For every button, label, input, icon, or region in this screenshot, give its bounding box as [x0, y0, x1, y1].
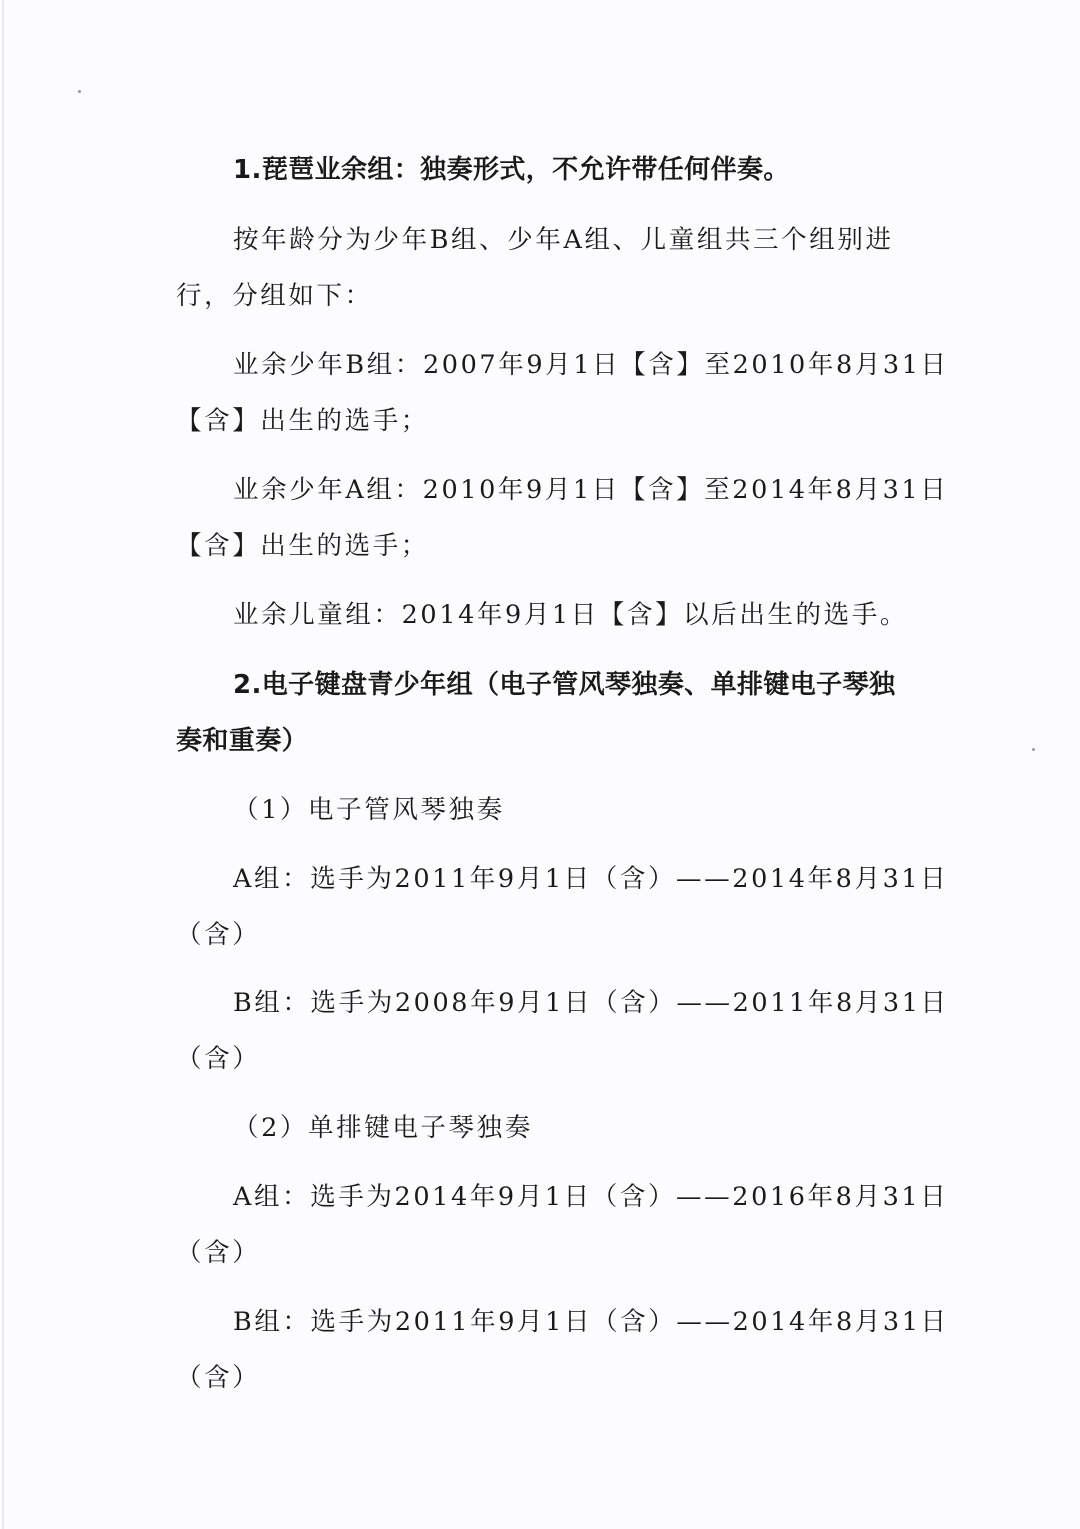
paragraph-line: （含）	[176, 1363, 261, 1393]
subsection-heading: （2）单排键电子琴独奏	[233, 1113, 533, 1143]
paragraph-line: 行，分组如下：	[176, 281, 373, 311]
paragraph-line: 按年龄分为少年B组、少年A组、儿童组共三个组别进	[233, 225, 894, 255]
paragraph-line: 【含】出生的选手；	[176, 531, 429, 561]
paragraph-line: B组：选手为2008年9月1日（含）——2011年8月31日	[233, 988, 949, 1018]
paragraph-line: B组：选手为2011年9月1日（含）——2014年8月31日	[233, 1307, 949, 1337]
section-2-heading-cont: 奏和重奏）	[176, 726, 309, 756]
paragraph-line: 【含】出生的选手；	[176, 406, 429, 436]
paragraph-line: A组：选手为2014年9月1日（含）——2016年8月31日	[233, 1182, 949, 1212]
paragraph-line: （含）	[176, 1238, 261, 1268]
paragraph-line: 业余少年B组：2007年9月1日【含】至2010年8月31日	[233, 350, 949, 380]
scan-edge	[2, 0, 4, 1529]
scan-speck	[1032, 748, 1035, 751]
paragraph-line: （含）	[176, 1044, 261, 1074]
paragraph-line: 业余儿童组：2014年9月1日【含】以后出生的选手。	[233, 600, 908, 630]
section-2-heading: 2.电子键盘青少年组（电子管风琴独奏、单排键电子琴独	[233, 670, 896, 700]
paragraph-line: A组：选手为2011年9月1日（含）——2014年8月31日	[233, 864, 949, 894]
paragraph-line: 业余少年A组：2010年9月1日【含】至2014年8月31日	[233, 475, 949, 505]
subsection-heading: （1）电子管风琴独奏	[233, 795, 505, 825]
section-1-heading: 1.琵琶业余组：独奏形式，不允许带任何伴奏。	[233, 155, 790, 185]
paragraph-line: （含）	[176, 920, 261, 950]
scan-speck	[78, 90, 81, 93]
